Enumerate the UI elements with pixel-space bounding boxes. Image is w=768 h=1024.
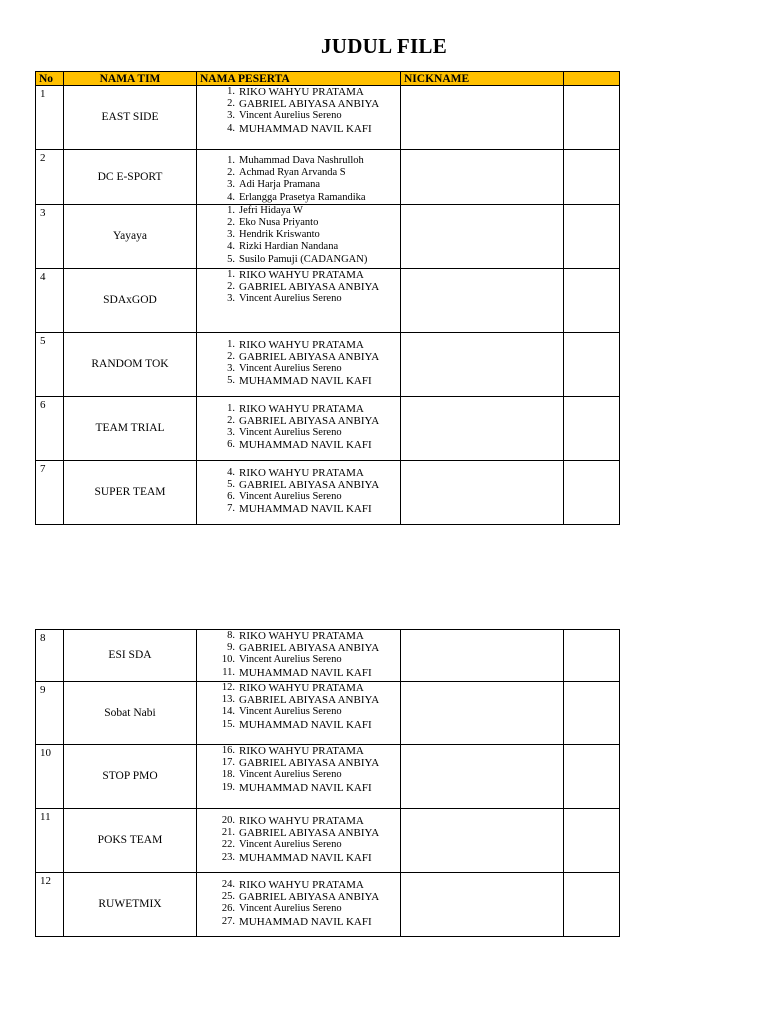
extra-cell	[564, 268, 620, 332]
row-number: 2	[36, 150, 64, 205]
member-number: 16.	[221, 745, 235, 756]
member-name: RIKO WAHYU PRATAMA	[239, 815, 364, 827]
member-list-cell	[197, 332, 401, 396]
member-number: 14.	[221, 706, 235, 718]
member-number: 4.	[227, 241, 235, 253]
nickname-cell	[401, 682, 564, 745]
member-name: MUHAMMAD NAVIL KAFI	[239, 122, 372, 135]
participants-table-1	[35, 71, 620, 525]
member-name: Hendrik Kriswanto	[239, 229, 320, 241]
member-number: 1.	[227, 86, 235, 97]
member-number: 1.	[227, 268, 235, 280]
member-number: 1.	[227, 155, 235, 166]
member-number: 7.	[227, 503, 235, 515]
member-number: 3.	[227, 229, 235, 241]
member-number: 11.	[222, 666, 235, 678]
member-number: 3.	[227, 110, 235, 122]
member-list-item	[197, 254, 400, 266]
member-list-item	[197, 155, 400, 167]
member-name: Vincent Aurelius Sereno	[239, 769, 342, 781]
member-list	[197, 809, 400, 864]
member-list-item	[197, 769, 400, 781]
member-list-item	[197, 630, 400, 642]
team-name: Yayaya	[64, 204, 197, 268]
member-name: GABRIEL ABIYASA ANBIYA	[239, 479, 380, 492]
member-list-item	[197, 839, 400, 851]
extra-cell	[564, 809, 620, 873]
member-name: Adi Harja Pramana	[239, 179, 321, 191]
member-number: 1.	[227, 402, 235, 414]
member-number: 22.	[221, 839, 235, 851]
row-number: 3	[36, 204, 64, 268]
member-number: 26.	[221, 903, 235, 915]
member-list-item	[197, 217, 400, 229]
member-list-item	[197, 879, 400, 891]
member-number: 13.	[221, 694, 235, 706]
table-row	[36, 150, 620, 205]
member-name: GABRIEL ABIYASA ANBIYA	[239, 98, 380, 111]
member-name: RIKO WAHYU PRATAMA	[239, 338, 364, 351]
member-name: GABRIEL ABIYASA ANBIYA	[239, 415, 380, 428]
member-list-item	[197, 427, 400, 439]
table-row	[36, 630, 620, 682]
member-name: MUHAMMAD NAVIL KAFI	[239, 781, 372, 794]
row-number: 8	[36, 630, 64, 682]
member-number: 3.	[227, 293, 235, 305]
member-number: 2.	[227, 351, 235, 363]
extra-cell	[564, 332, 620, 396]
table-row	[36, 745, 620, 809]
nickname-cell	[401, 86, 564, 150]
member-name: RIKO WAHYU PRATAMA	[239, 402, 364, 415]
extra-cell	[564, 682, 620, 745]
member-number: 8.	[227, 630, 235, 641]
member-name: Vincent Aurelius Sereno	[239, 110, 342, 122]
member-number: 5.	[227, 253, 235, 265]
member-name: GABRIEL ABIYASA ANBIYA	[239, 891, 380, 904]
member-list-item	[197, 86, 400, 98]
table-row	[36, 682, 620, 745]
row-number: 6	[36, 396, 64, 460]
row-number: 9	[36, 682, 64, 745]
member-name: Vincent Aurelius Sereno	[239, 363, 342, 375]
member-name: RIKO WAHYU PRATAMA	[239, 466, 364, 479]
header-extra	[564, 72, 620, 86]
row-number: 11	[36, 809, 64, 873]
member-name: Vincent Aurelius Sereno	[239, 293, 342, 305]
team-name: Sobat Nabi	[64, 682, 197, 745]
member-number: 4.	[227, 466, 235, 478]
member-number: 15.	[221, 718, 235, 730]
team-name: RANDOM TOK	[64, 332, 197, 396]
member-name: RIKO WAHYU PRATAMA	[239, 745, 364, 757]
member-list-item	[197, 179, 400, 191]
nickname-cell	[401, 630, 564, 682]
member-name: GABRIEL ABIYASA ANBIYA	[239, 281, 380, 294]
member-name: Vincent Aurelius Sereno	[239, 839, 342, 851]
member-list-item	[197, 642, 400, 654]
table-row	[36, 86, 620, 150]
member-number: 2.	[227, 98, 235, 110]
member-list-item	[197, 757, 400, 769]
member-name: GABRIEL ABIYASA ANBIYA	[239, 351, 380, 364]
extra-cell	[564, 460, 620, 524]
member-name: MUHAMMAD NAVIL KAFI	[239, 503, 372, 516]
member-list-cell	[197, 682, 401, 745]
member-number: 2.	[227, 415, 235, 427]
member-list-cell	[197, 873, 401, 937]
document-title: JUDUL FILE	[320, 34, 448, 58]
row-number: 4	[36, 268, 64, 332]
member-list-item	[197, 719, 400, 731]
member-name: MUHAMMAD NAVIL KAFI	[239, 915, 372, 928]
member-name: GABRIEL ABIYASA ANBIYA	[239, 757, 380, 770]
member-name: Susilo Pamuji (CADANGAN)	[239, 253, 368, 265]
member-name: Vincent Aurelius Sereno	[239, 654, 342, 666]
member-list-item	[197, 403, 400, 415]
member-number: 6.	[227, 439, 235, 451]
member-list-item	[197, 269, 400, 281]
member-list-cell	[197, 396, 401, 460]
member-number: 4.	[227, 122, 235, 134]
member-number: 5.	[227, 479, 235, 491]
extra-cell	[564, 204, 620, 268]
extra-cell	[564, 630, 620, 682]
member-list	[197, 86, 400, 135]
member-name: MUHAMMAD NAVIL KAFI	[239, 851, 372, 864]
member-list	[197, 150, 400, 204]
team-name: SDAxGOD	[64, 268, 197, 332]
member-list-item	[197, 415, 400, 427]
participants-table-2	[35, 629, 620, 937]
member-list-item	[197, 167, 400, 179]
member-name: Muhammad Dava Nashrulloh	[239, 155, 364, 166]
member-number: 18.	[221, 769, 235, 781]
table-row	[36, 204, 620, 268]
member-list-item	[197, 439, 400, 451]
member-list-cell	[197, 150, 401, 205]
member-list-cell	[197, 630, 401, 682]
header-no: No	[36, 72, 64, 86]
member-list	[197, 333, 400, 388]
member-number: 20.	[221, 815, 235, 826]
member-list-item	[197, 241, 400, 253]
extra-cell	[564, 150, 620, 205]
member-number: 10.	[221, 654, 235, 666]
member-list-cell	[197, 745, 401, 809]
member-list-cell	[197, 268, 401, 332]
member-list-item	[197, 667, 400, 679]
member-list-item	[197, 827, 400, 839]
member-name: RIKO WAHYU PRATAMA	[239, 630, 364, 642]
team-name: ESI SDA	[64, 630, 197, 682]
member-list	[197, 461, 400, 516]
member-number: 4.	[227, 191, 235, 203]
member-number: 9.	[227, 642, 235, 654]
member-list	[197, 205, 400, 266]
team-name: STOP PMO	[64, 745, 197, 809]
member-name: MUHAMMAD NAVIL KAFI	[239, 439, 372, 452]
table-1-body	[36, 86, 620, 525]
table-row	[36, 873, 620, 937]
extra-cell	[564, 396, 620, 460]
nickname-cell	[401, 809, 564, 873]
extra-cell	[564, 745, 620, 809]
member-list-cell	[197, 86, 401, 150]
member-number: 6.	[227, 491, 235, 503]
member-name: MUHAMMAD NAVIL KAFI	[239, 666, 372, 679]
member-number: 3.	[227, 427, 235, 439]
member-number: 23.	[221, 851, 235, 863]
member-list-item	[197, 229, 400, 241]
row-number: 1	[36, 86, 64, 150]
team-name: RUWETMIX	[64, 873, 197, 937]
member-list-item	[197, 123, 400, 135]
member-list	[197, 873, 400, 928]
member-name: Achmad Ryan Arvanda S	[239, 167, 346, 179]
member-number: 3.	[227, 363, 235, 375]
member-list-item	[197, 654, 400, 666]
table-row	[36, 460, 620, 524]
nickname-cell	[401, 873, 564, 937]
member-number: 27.	[221, 915, 235, 927]
member-list	[197, 269, 400, 306]
member-list-item	[197, 852, 400, 864]
team-name: DC E-SPORT	[64, 150, 197, 205]
nickname-cell	[401, 332, 564, 396]
member-list-item	[197, 503, 400, 515]
table-row	[36, 332, 620, 396]
table-header-row	[36, 72, 620, 86]
nickname-cell	[401, 150, 564, 205]
member-name: GABRIEL ABIYASA ANBIYA	[239, 827, 380, 840]
member-list-cell	[197, 204, 401, 268]
member-number: 12.	[221, 682, 235, 693]
member-name: Vincent Aurelius Sereno	[239, 427, 342, 439]
member-number: 19.	[221, 781, 235, 793]
member-list	[197, 630, 400, 679]
member-name: Jefri Hidaya W	[239, 204, 303, 216]
header-nama-peserta: NAMA PESERTA	[197, 72, 401, 86]
row-number: 5	[36, 332, 64, 396]
member-number: 25.	[221, 891, 235, 903]
row-number: 7	[36, 460, 64, 524]
member-list-item	[197, 351, 400, 363]
table-row	[36, 396, 620, 460]
extra-cell	[564, 873, 620, 937]
header-nama-tim: NAMA TIM	[64, 72, 197, 86]
member-number: 2.	[227, 281, 235, 293]
nickname-cell	[401, 460, 564, 524]
member-list-item	[197, 815, 400, 827]
member-list-item	[197, 782, 400, 794]
member-number: 3.	[227, 179, 235, 191]
member-name: RIKO WAHYU PRATAMA	[239, 268, 364, 281]
member-list-item	[197, 192, 400, 204]
member-name: RIKO WAHYU PRATAMA	[239, 86, 364, 98]
table-row	[36, 809, 620, 873]
member-list-item	[197, 375, 400, 387]
nickname-cell	[401, 268, 564, 332]
member-name: MUHAMMAD NAVIL KAFI	[239, 718, 372, 731]
team-name: EAST SIDE	[64, 86, 197, 150]
member-list-item	[197, 467, 400, 479]
member-list-cell	[197, 460, 401, 524]
member-list-item	[197, 110, 400, 122]
extra-cell	[564, 86, 620, 150]
member-number: 1.	[227, 204, 235, 216]
team-name: POKS TEAM	[64, 809, 197, 873]
member-list-item	[197, 281, 400, 293]
row-number: 10	[36, 745, 64, 809]
member-list-item	[197, 491, 400, 503]
member-list-item	[197, 293, 400, 305]
member-list-item	[197, 363, 400, 375]
header-nickname: NICKNAME	[401, 72, 564, 86]
member-name: Vincent Aurelius Sereno	[239, 903, 342, 915]
member-number: 5.	[227, 375, 235, 387]
member-list-item	[197, 479, 400, 491]
member-list-item	[197, 706, 400, 718]
member-name: RIKO WAHYU PRATAMA	[239, 682, 364, 694]
member-name: Vincent Aurelius Sereno	[239, 706, 342, 718]
member-list-item	[197, 903, 400, 915]
nickname-cell	[401, 396, 564, 460]
member-number: 17.	[221, 757, 235, 769]
member-list-item	[197, 891, 400, 903]
member-list	[197, 745, 400, 794]
team-name: TEAM TRIAL	[64, 396, 197, 460]
member-list-item	[197, 745, 400, 757]
member-number: 21.	[221, 827, 235, 839]
member-list-item	[197, 916, 400, 928]
member-name: MUHAMMAD NAVIL KAFI	[239, 375, 372, 388]
team-name: SUPER TEAM	[64, 460, 197, 524]
table-2-body	[36, 630, 620, 937]
member-list	[197, 682, 400, 731]
nickname-cell	[401, 745, 564, 809]
member-number: 2.	[227, 167, 235, 179]
member-name: GABRIEL ABIYASA ANBIYA	[239, 642, 380, 655]
member-name: Rizki Hardian Nandana	[239, 241, 339, 253]
member-list-item	[197, 339, 400, 351]
member-name: RIKO WAHYU PRATAMA	[239, 879, 364, 891]
member-number: 1.	[227, 338, 235, 350]
member-name: Erlangga Prasetya Ramandika	[239, 191, 366, 203]
member-number: 24.	[221, 879, 235, 890]
member-list-item	[197, 694, 400, 706]
member-name: GABRIEL ABIYASA ANBIYA	[239, 694, 380, 707]
member-list-item	[197, 682, 400, 694]
member-name: Eko Nusa Priyanto	[239, 217, 319, 229]
table-row	[36, 268, 620, 332]
member-name: Vincent Aurelius Sereno	[239, 491, 342, 503]
member-list	[197, 397, 400, 452]
member-number: 2.	[227, 217, 235, 229]
nickname-cell	[401, 204, 564, 268]
member-list-cell	[197, 809, 401, 873]
row-number: 12	[36, 873, 64, 937]
member-list-item	[197, 205, 400, 217]
member-list-item	[197, 98, 400, 110]
